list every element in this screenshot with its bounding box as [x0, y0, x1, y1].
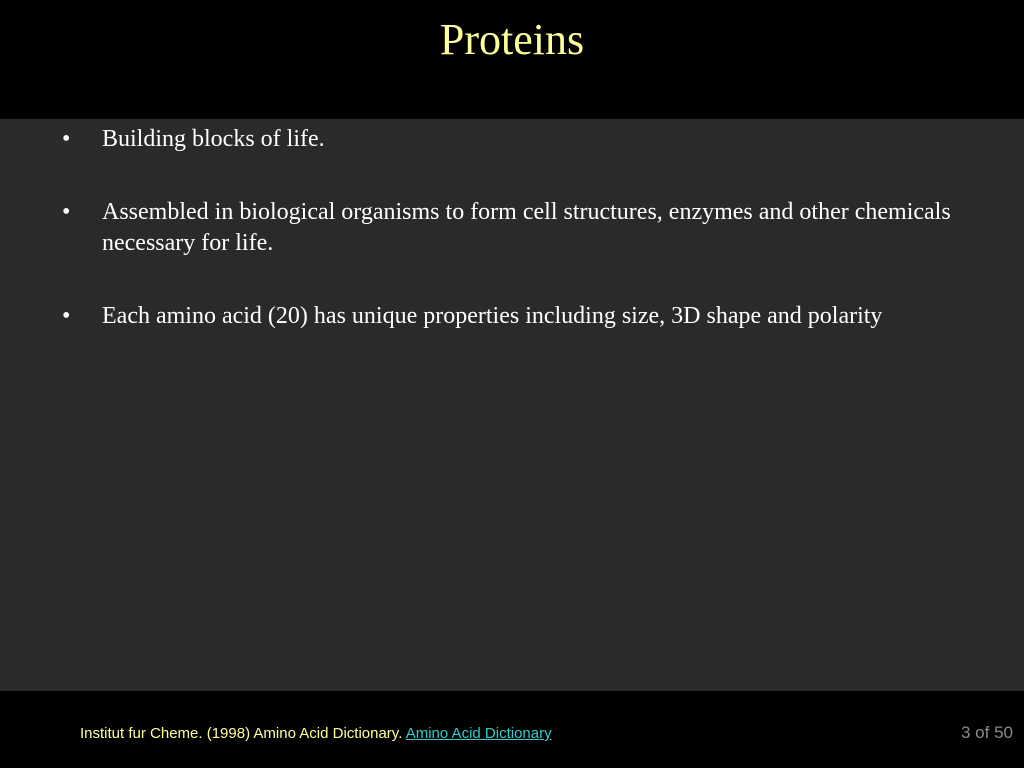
bullet-item [60, 301, 960, 332]
bullet-list [60, 124, 960, 374]
bullet-marker: • [62, 199, 71, 225]
bullet-text: Each amino acid (20) has unique properties including size, 3D shape and polarity [102, 303, 883, 329]
page-number: 3 of 50 [961, 723, 1013, 742]
title-bar [0, 0, 1024, 119]
bullet-marker: • [62, 126, 71, 152]
bullet-text: Building blocks of life. [102, 126, 325, 152]
bullet-item [60, 124, 960, 155]
slide-title: Proteins [439, 15, 585, 64]
citation [80, 725, 552, 742]
citation-text: Institut fur Cheme. (1998) Amino Acid Dictionary. [80, 725, 406, 742]
bullet-marker: • [62, 303, 71, 329]
bullet-text: Assembled in biological organisms to form cell structures, enzymes and other chemicals necessary for life. [102, 199, 951, 256]
citation-link[interactable]: Amino Acid Dictionary [405, 725, 552, 742]
footer-bar [0, 691, 1024, 768]
bullet-item [60, 197, 960, 259]
